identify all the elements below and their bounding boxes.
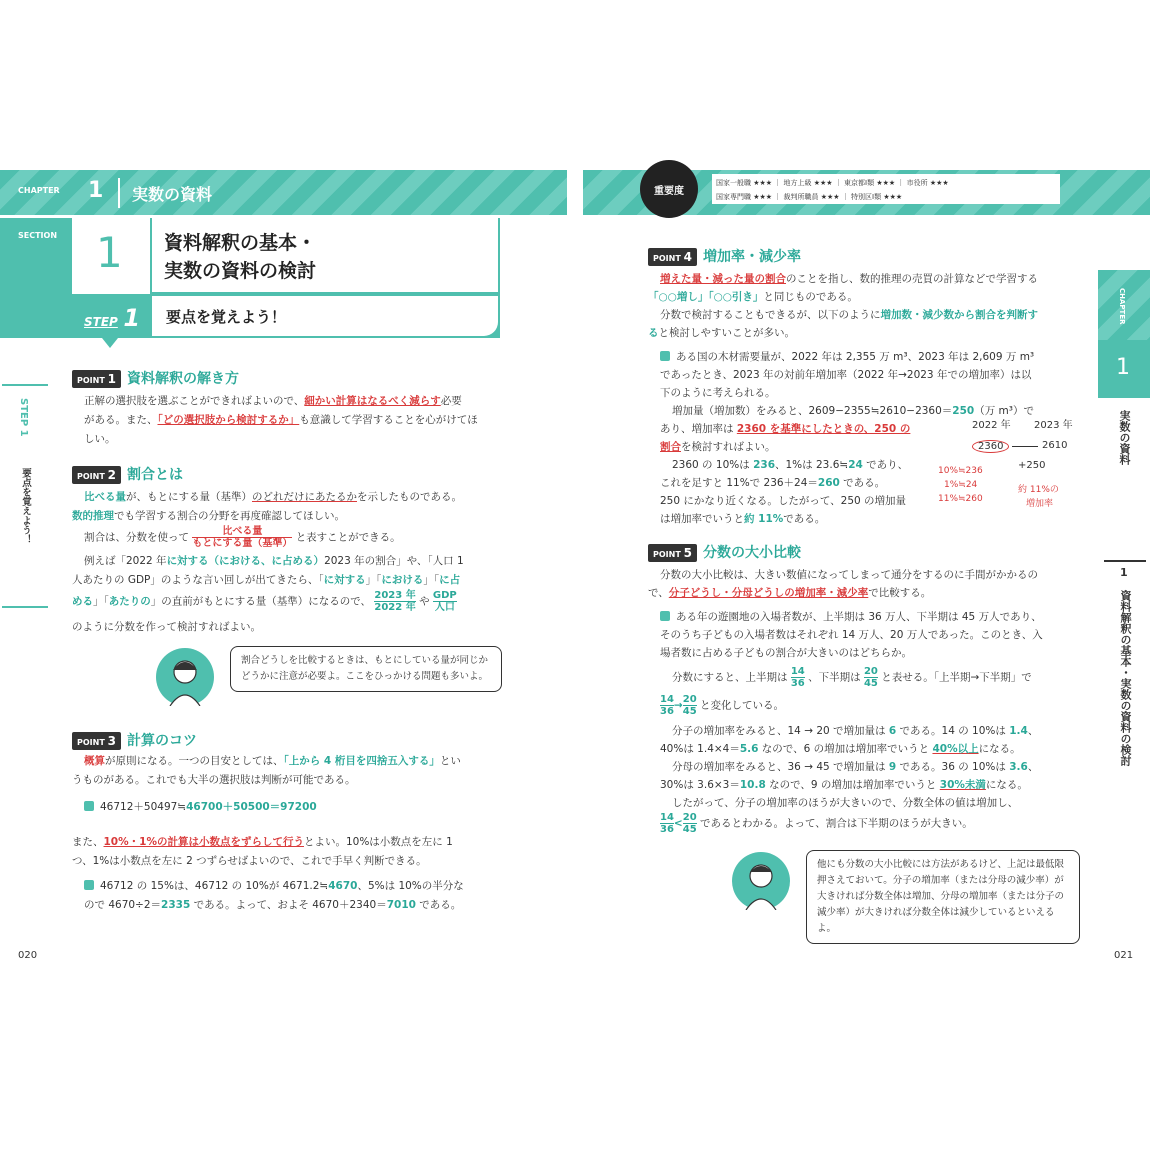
step-number: 1 [123,304,141,332]
ratings-row-1: 国家一般職 ★★★ ｜ 地方上級 ★★★ ｜ 東京都Ⅰ類 ★★★ ｜ 市役所 ★★★ [716,179,949,187]
point5-body: 分数の大小比較は、大きい数値になってしまって通分をするのに手間がかかるの で、分子どうし・分母どうしの増加率・減少率で比較する。 ある年の遊園地の入場者数が、上半期は 36 万人、下半期は 45 万人であり、 そのうち子どもの入場者数はそれぞれ 14 万人、20 万人であった。このとき、入 場者数に占める子どもの割合が大きいのはどちらか。 分数にすると、上半期は $\frac{14}{36}$ 、下半期は $\frac{20}{45}$ と表せる。「上半期→下半期」で $\frac{14}{36}$ → $\frac{20}{45}$ と変化している。 分子の増加率をみると、14 → 20 で増加量は 6 である。14 の 10%は 1.4、 40%は 1.4×4＝5.6 なので、6 の増加は増加率でいうと 40%以上になる。 分母の増加率をみると、36 → 45 で増加量は 9 である。36 の 10%は 3.6、 30%は 3.6×3＝10.8 なので、9 の増加は増加率でいうと 30%未満になる。 したがって、分子の増加率のほうが大きいので、分数全体の値は増加し、 $\frac{14}{36}$ < $\frac{20}{45}$ であるとわかる。よって、割合は下半期のほうが大きい。 [648,569,1043,835]
point1-title: 資料解釈の解き方 [126,371,239,387]
point5-title: 分数の大小比較 [702,545,801,561]
section-label: SECTION [18,231,58,240]
point2-title: 割合とは [126,467,183,483]
example-icon [660,351,670,361]
point3-header [72,730,197,750]
step-title: 要点を覚えよう！ [166,308,287,326]
right-section-line [1104,560,1146,562]
diagram-note-10pct: 10%≒236 [938,466,983,476]
diagram-note-rate: 増加率 [1026,499,1054,509]
fraction-second-half: $\frac{20}{45}$ [863,666,878,689]
tutor-bubble-right: 他にも分数の大小比較には方法があるけど、上記は最低限押さえておいて。分子の増加率（または分母の減少率）が大きければ分数全体は増加、分母の増加率（または分子の減少率）が大きければ分数全体は減少しているといえるよ。 [806,850,1080,944]
side-step-text: 要点を覚えよう！ [20,468,31,544]
diagram-value-2610: 2610 [1042,440,1068,451]
point5-tag: POINT 5 [648,544,697,562]
example-icon [84,880,94,890]
diagram-value-2360: 2360 [972,440,1009,453]
chapter-label: CHAPTER [18,186,60,195]
chapter-divider [118,178,120,208]
left-page-number: 020 [18,950,38,961]
tutor-face-icon [732,852,790,910]
right-page-number: 021 [1114,950,1134,961]
point5-header [648,542,801,562]
diagram-note-11pct: 11%≒260 [938,494,983,504]
fraction-to: $\frac{20}{45}$ [682,694,697,717]
step-pointer [102,338,118,348]
ratings-row-2: 国家専門職 ★★★ ｜ 裁判所職員 ★★★ ｜ 特別区Ⅰ類 ★★★ [716,193,903,201]
tutor-avatar-right [732,852,790,910]
point2-body: 比べる量が、もとにする量（基準）のどれだけにあたるかを示したものである。 数的推理でも学習する割合の分野を再度確認してほしい。 割合は、分数を使って $\frac{\text{比べる量}}{\text{もとにする量（基準）}}$ と表すことができる。 例えば「2022 年に対する（における、に占める）2023 年の割合」や、「人口 1 人あたりの GDP」のような言い回しが出てきたら、「に対する」「における」「に占 める」「あたりの」の直前がもとにする量（基準）になるので、 $\frac{\text{2023 年}}{\text{2022 年}}$ や $\frac{\text{GDP}}{\text{人口}}$ のように分数を作って検討すればよい。 [72,491,464,633]
tutor-avatar [156,648,214,706]
right-chapter-title: 実数の資料 [1118,410,1131,465]
point3-tag: POINT 3 [72,732,121,750]
diagram-note-approx: 約 11%の [1018,485,1059,495]
chapter-title: 実数の資料 [132,185,213,204]
point4-body: 増えた量・減った量の割合のことを指し、数的推理の売買の計算などで学習する 「○○増し」「○○引き」と同じものである。 分数で検討することもできるが、以下のように増加数・減少数から割合を判断す ると検討しやすいことが多い。 ある国の木材需要量が、2022 年は 2,355 万 m³、2023 年は 2,609 万 m³ であったとき、2023 年の対前年増加率（2022 年→2023 年での増加率）は以 下のように考えられる。 増加量（増加数）をみると、2609−2355≒2610−2360＝250（万 m³）で あり、増加率は 2360 を基準にしたときの、250 の 割合を検討すればよい。 2360 の 10%は 236、1%は 23.6≒24 であり、 これを足すと 11%で 236＋24＝260 である。 250 にかなり近くなる。したがって、250 の増加量 は増加率でいうと約 11%である。 [648,273,1038,525]
step-label [84,304,140,332]
fraction-first-half: $\frac{14}{36}$ [790,666,805,689]
point1-body: 正解の選択肢を選ぶことができればよいので、細かい計算はなるべく減らす必要 がある。また、「どの選択肢から検討するか」も意識して学習することを心がけてほ しい。 [84,395,478,445]
section-title-line1: 資料解釈の基本・ [164,232,317,254]
point4-title: 増加率・減少率 [702,249,801,265]
diagram-arrow-icon [1012,446,1038,447]
chapter-header-bar [0,170,567,215]
point2-header [72,464,183,484]
right-section-title: 資料解釈の基本・実数の資料の検討 [1119,590,1132,766]
side-step-label: STEP 1 [18,398,29,437]
section-number: 1 [96,228,123,277]
diagram-year-2022: 2022 年 [972,420,1011,431]
chapter-number: 1 [88,178,104,203]
step-label-text: STEP [84,315,118,329]
right-chapter-label: CHAPTER [1118,288,1126,325]
right-section-num: 1 [1120,566,1128,579]
diagram-plus-250: +250 [1018,460,1046,471]
point4-tag: POINT 4 [648,248,697,266]
example-icon [84,801,94,811]
side-tab-bottom-line [2,606,48,608]
point2-tag: POINT 2 [72,466,121,484]
ratio-fraction: $\frac{\text{比べる量}}{\text{もとにする量（基準）}}$ [192,526,293,549]
fraction-compare-b: $\frac{20}{45}$ [682,812,697,835]
growth-diagram [930,416,1080,516]
point4-header [648,246,801,266]
fraction-from: $\frac{14}{36}$ [660,694,674,717]
tutor-bubble-left: 割合どうしを比較するときは、もとにしている量が同じかどうかに注意が必要よ。ここをひっかける問題も多いよ。 [230,646,502,692]
diagram-year-2023: 2023 年 [1034,420,1073,431]
fraction-compare-a: $\frac{14}{36}$ [660,812,674,835]
gdp-fraction: $\frac{\text{GDP}}{\text{人口}}$ [432,590,457,613]
tutor-face-icon [156,648,214,706]
side-tab-top-line [2,384,48,386]
example-icon [660,611,670,621]
point3-body: 概算が原則になる。一つの目安としては、「上から 4 桁目を四捨五入する」とい うものがある。これでも大半の選択肢は判断が可能である。 46712＋50497≒46700＋50500＝97200 また、10%・1%の計算は小数点をずらして行うとよい。10%は小数点を左に 1 つ、1%は小数点を左に 2 つずらせばよいので、これで手早く判断できる。 46712 の 15%は、46712 の 10%が 4671.2≒4670、5%は 10%の半分な ので 4670÷2＝2335 である。よって、およそ 4670＋2340＝7010 である。 [72,755,464,911]
point1-header [72,368,239,388]
diagram-note-1pct: 1%≒24 [944,480,978,490]
year-fraction: $\frac{\text{2023 年}}{\text{2022 年}}$ [374,590,416,613]
importance-label: 重要度 [654,186,684,197]
right-chapter-num: 1 [1116,355,1130,380]
section-title-line2: 実数の資料の検討 [164,260,317,282]
point3-title: 計算のコツ [126,733,197,749]
point1-tag: POINT 1 [72,370,121,388]
